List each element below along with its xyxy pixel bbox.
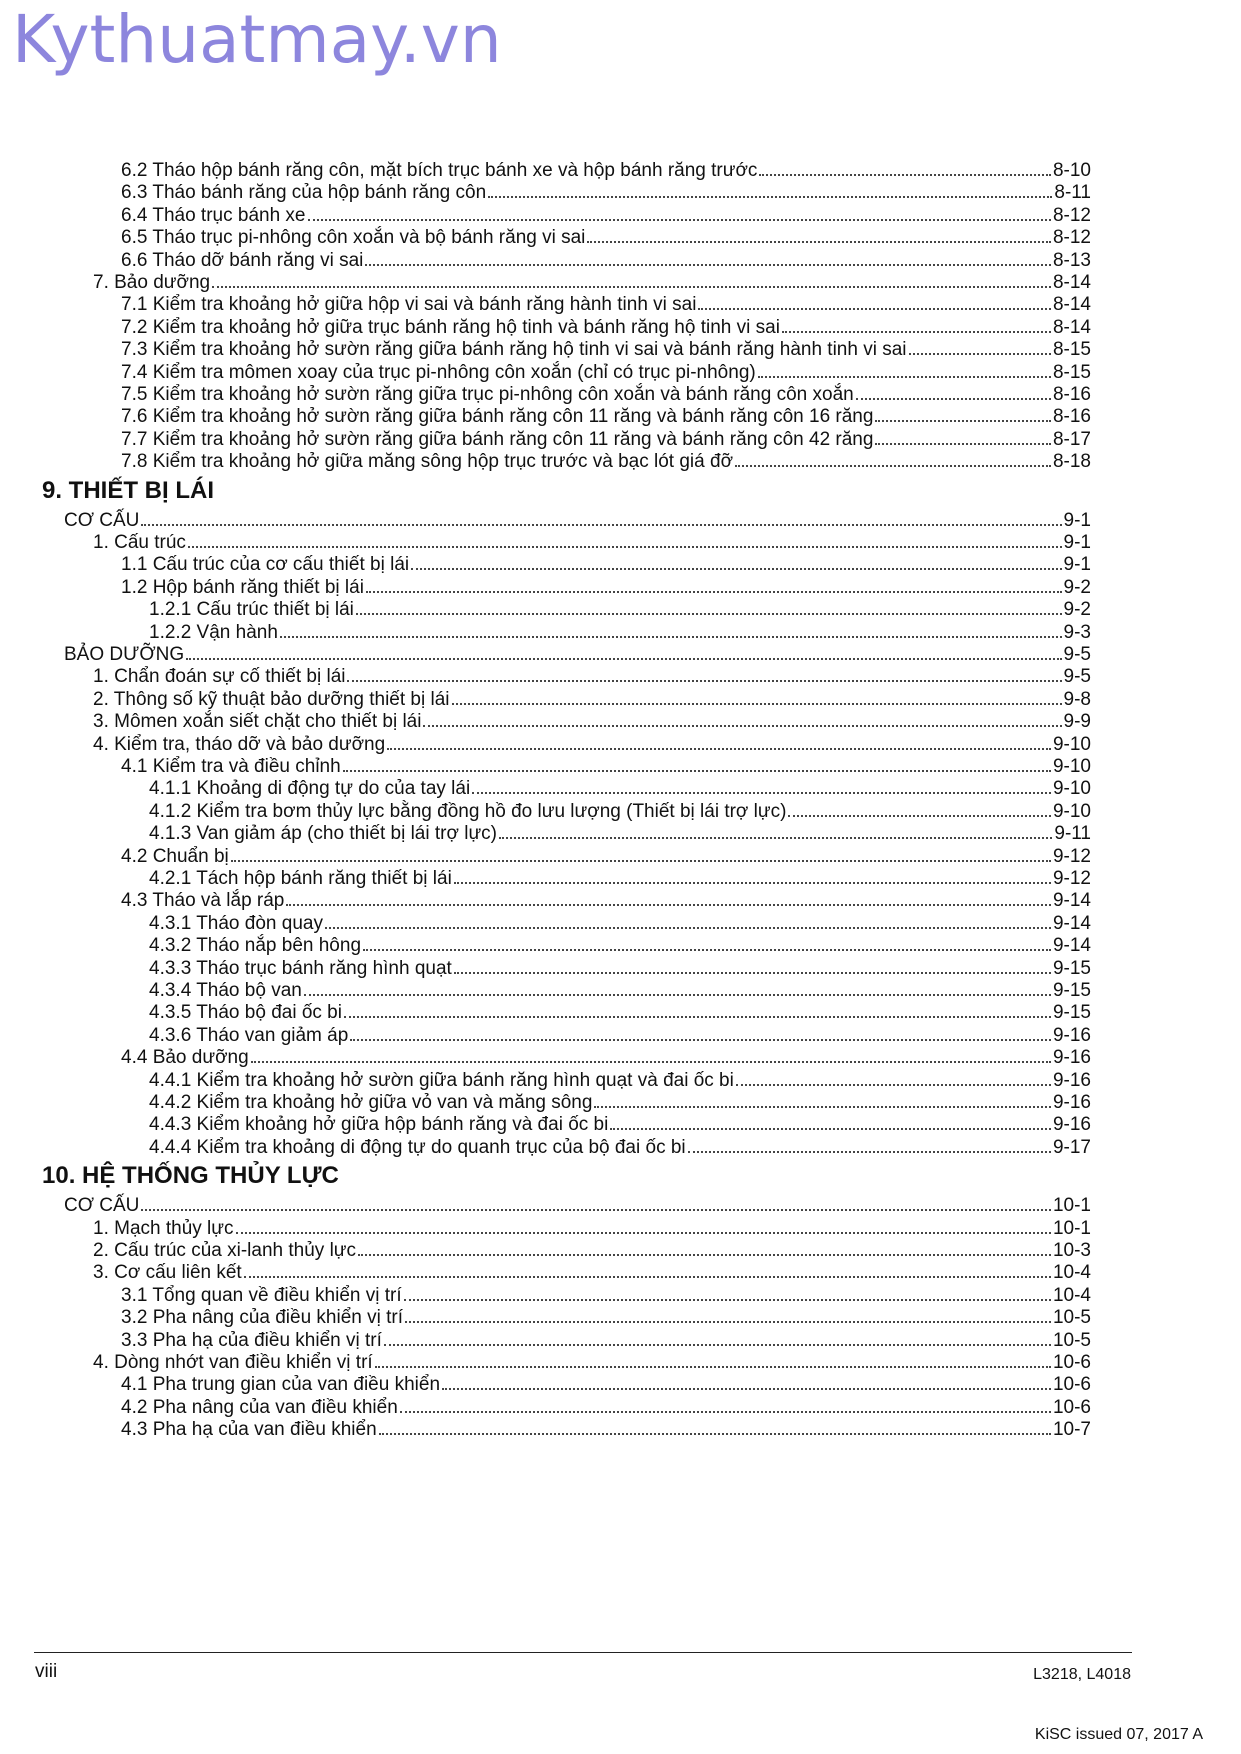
dot-leader <box>344 1016 1051 1018</box>
toc-entry <box>93 664 1091 689</box>
dot-leader <box>405 1321 1051 1323</box>
toc-entry <box>149 799 1091 824</box>
toc-entry <box>121 158 1091 183</box>
dot-leader <box>280 636 1062 638</box>
toc-entry <box>93 1238 1091 1263</box>
dot-leader <box>758 376 1051 378</box>
toc-entry-title: 4.3.6 Tháo van giảm áp <box>149 1024 349 1046</box>
dot-leader <box>472 792 1051 794</box>
toc-entry <box>121 292 1091 317</box>
toc-entry-page: 10-5 <box>1052 1307 1091 1329</box>
toc-entry <box>149 1112 1091 1137</box>
toc-entry-page: 8-10 <box>1052 160 1091 181</box>
toc-entry <box>121 427 1091 452</box>
toc-entry-title: 1.1 Cấu trúc của cơ cấu thiết bị lái <box>121 554 410 576</box>
toc-entry-page: 9-12 <box>1052 868 1091 889</box>
dot-leader <box>251 1061 1051 1063</box>
toc-entry-title: 4.4.4 Kiểm tra khoảng di động tự do quanh trục của bộ đai ốc bi <box>149 1136 686 1158</box>
toc-entry <box>121 575 1091 600</box>
toc-entry-title: 7.8 Kiểm tra khoảng hở giữa măng sông hộp trục trước và bạc lót giá đỡ <box>121 451 734 473</box>
toc-entry-page: 9-10 <box>1052 778 1091 800</box>
toc-entry-title: 6.3 Tháo bánh răng của hộp bánh răng côn <box>121 182 487 204</box>
toc-entry <box>149 1068 1091 1093</box>
toc-entry <box>149 597 1091 622</box>
toc-entry-page: 9-16 <box>1052 1024 1091 1046</box>
toc-entry-page: 9-5 <box>1063 666 1091 688</box>
toc-entry-title: 1. Mạch thủy lực <box>93 1217 234 1239</box>
toc-entry-title: 7.7 Kiểm tra khoảng hở sườn răng giữa bánh răng côn 11 răng và bánh răng côn 42 răng <box>121 428 874 450</box>
toc-entry-title: 7.2 Kiểm tra khoảng hở giữa trục bánh răng hộ tinh và bánh răng hộ tinh vi sai <box>121 316 780 338</box>
toc-entry-page: 9-16 <box>1052 1069 1091 1091</box>
toc-entry <box>121 754 1091 779</box>
toc-entry-title: 6.2 Tháo hộp bánh răng côn, mặt bích trục bánh xe và hộp bánh răng trước <box>121 160 758 181</box>
toc-entry-title: 4.4.2 Kiểm tra khoảng hở giữa vỏ van và măng sông <box>149 1092 593 1113</box>
dot-leader <box>411 568 1061 570</box>
toc-entry-page: 9-2 <box>1063 576 1091 598</box>
toc-entry-title: 4.2 Chuẩn bị <box>121 845 229 867</box>
toc-entry <box>121 1372 1091 1397</box>
toc-entry-title: 1.2 Hộp bánh răng thiết bị lái <box>121 576 364 598</box>
toc-entry <box>149 956 1091 981</box>
toc-entry-title: CƠ CẤU <box>64 1195 140 1217</box>
toc-entry <box>93 1216 1091 1241</box>
toc-entry <box>121 1045 1091 1070</box>
toc-entry-page: 10-4 <box>1052 1284 1091 1306</box>
toc-entry <box>64 508 1091 533</box>
toc-entry-page: 10-6 <box>1052 1396 1091 1418</box>
toc-entry <box>93 1260 1091 1285</box>
toc-entry-title: 7.6 Kiểm tra khoảng hở sườn răng giữa bánh răng côn 11 răng và bánh răng côn 16 răng <box>121 406 874 428</box>
toc-entry-title: 3.2 Pha nâng của điều khiển vị trí <box>121 1307 404 1329</box>
toc-entry <box>149 866 1091 891</box>
toc-entry-page: 9-10 <box>1052 756 1091 777</box>
toc-entry-title: 6.6 Tháo dỡ bánh răng vi sai <box>121 249 364 271</box>
toc-entry-page: 10-7 <box>1052 1419 1091 1441</box>
toc-entry-title: 4.3.1 Tháo đòn quay <box>149 912 323 934</box>
toc-entry-page: 9-5 <box>1063 644 1091 665</box>
toc-entry <box>121 382 1091 407</box>
dot-leader <box>404 1299 1051 1301</box>
toc-entry <box>121 248 1091 273</box>
toc-entry <box>93 1350 1091 1375</box>
dot-leader <box>759 174 1051 176</box>
dot-leader <box>231 860 1051 862</box>
dot-leader <box>875 420 1051 422</box>
toc-entry-title: 6.5 Tháo trục pi-nhông côn xoắn và bộ bánh răng vi sai <box>121 227 586 249</box>
toc-entry-title: 4.1.3 Van giảm áp (cho thiết bị lái trợ lực) <box>149 823 497 845</box>
dot-leader <box>909 353 1051 355</box>
toc-entry <box>93 530 1091 555</box>
dot-leader <box>379 1433 1051 1435</box>
toc-entry <box>121 337 1091 362</box>
toc-entry-page: 8-11 <box>1054 182 1091 204</box>
toc-entry <box>149 1090 1091 1115</box>
toc-entry-page: 9-1 <box>1063 554 1091 576</box>
toc-entry-page: 9-16 <box>1052 1114 1091 1136</box>
dot-leader <box>587 241 1051 243</box>
dot-leader <box>358 1254 1051 1256</box>
toc-entry <box>121 888 1091 913</box>
dot-leader <box>594 1106 1051 1108</box>
dot-leader <box>366 591 1062 593</box>
toc-entry <box>93 270 1091 295</box>
dot-leader <box>454 972 1051 974</box>
toc-entry-page: 9-14 <box>1052 935 1091 957</box>
issue-label: KiSC issued 07, 2017 A <box>1034 1726 1203 1743</box>
dot-leader <box>499 837 1052 839</box>
dot-leader <box>141 1209 1051 1211</box>
dot-leader <box>347 680 1061 682</box>
toc-entry-page: 8-15 <box>1052 339 1091 361</box>
toc-entry-title: 7.3 Kiểm tra khoảng hở sườn răng giữa bánh răng hộ tinh vi sai và bánh răng hành tinh vi sai <box>121 339 907 361</box>
page-number: viii <box>35 1661 58 1682</box>
toc-entry-title: 4.1 Kiểm tra và điều chỉnh <box>121 756 341 777</box>
toc-entry-page: 9-14 <box>1052 890 1091 912</box>
toc-entry-title: 4.3.3 Tháo trục bánh răng hình quạt <box>149 957 452 979</box>
toc-entry-title: 4.2.1 Tách hộp bánh răng thiết bị lái <box>149 868 452 889</box>
dot-leader <box>350 1039 1051 1041</box>
toc-entry <box>149 978 1091 1003</box>
dot-leader <box>188 546 1062 548</box>
toc-entry-page: 8-12 <box>1052 204 1091 226</box>
toc-entry <box>121 203 1091 228</box>
toc-entry-title: 3. Mômen xoắn siết chặt cho thiết bị lái <box>93 711 422 733</box>
dot-leader <box>423 725 1061 727</box>
toc-entry-title: 7.1 Kiểm tra khoảng hở giữa hộp vi sai và bánh răng hành tinh vi sai <box>121 294 697 316</box>
toc-entry-page: 9-8 <box>1063 688 1091 710</box>
toc-entry <box>121 404 1091 429</box>
dot-leader <box>782 331 1051 333</box>
toc-entry-page: 10-1 <box>1052 1195 1091 1217</box>
toc-entry <box>121 225 1091 250</box>
dot-leader <box>856 398 1051 400</box>
toc-entry-page: 8-14 <box>1052 272 1091 293</box>
toc-entry <box>149 933 1091 958</box>
toc-entry-page: 9-16 <box>1052 1092 1091 1113</box>
toc-entry <box>121 180 1091 205</box>
toc-entry-title: 4.3 Pha hạ của van điều khiển <box>121 1419 377 1441</box>
toc-entry <box>121 1417 1091 1442</box>
toc-entry-page: 8-16 <box>1052 384 1091 405</box>
toc-entry-page: 9-17 <box>1052 1136 1091 1158</box>
dot-leader <box>236 1232 1051 1234</box>
toc-entry-page: 9-15 <box>1052 957 1091 979</box>
toc-entry-page: 9-14 <box>1052 912 1091 934</box>
toc-entry <box>149 911 1091 936</box>
toc-entry <box>121 844 1091 869</box>
dot-leader <box>736 1084 1051 1086</box>
toc-entry-title: 4.3.4 Tháo bộ van <box>149 980 302 1001</box>
toc-entry-title: CƠ CẤU <box>64 509 140 531</box>
toc-entry-title: 7.5 Kiểm tra khoảng hở sườn răng giữa trục pi-nhông côn xoắn và bánh răng côn xoắn <box>121 384 854 405</box>
toc-entry <box>121 1305 1091 1330</box>
toc-entry-page: 10-6 <box>1052 1352 1091 1373</box>
toc-entry-page: 8-16 <box>1052 406 1091 428</box>
toc-entry-title: 3.3 Pha hạ của điều khiển vị trí <box>121 1329 382 1351</box>
toc-entry-page: 9-15 <box>1052 1002 1091 1024</box>
toc-entry-page: 8-13 <box>1052 249 1091 271</box>
toc-entry-title: 4.4.1 Kiểm tra khoảng hở sườn giữa bánh răng hình quạt và đai ốc bi <box>149 1069 734 1091</box>
toc-entry-title: 4.3.2 Tháo nắp bên hông <box>149 935 362 957</box>
toc-entry-page: 9-15 <box>1052 980 1091 1001</box>
toc-entry <box>149 1135 1091 1160</box>
toc-entry <box>121 552 1091 577</box>
dot-leader <box>875 443 1051 445</box>
toc-entry <box>64 1193 1091 1218</box>
toc-entry-title: 4.4.3 Kiểm khoảng hở giữa hộp bánh răng và đai ốc bi <box>149 1114 609 1136</box>
toc-entry <box>149 776 1091 801</box>
dot-leader <box>212 286 1051 288</box>
dot-leader <box>308 219 1051 221</box>
toc-entry <box>149 1000 1091 1025</box>
section-heading: 10. HỆ THỐNG THỦY LỰC <box>42 1162 339 1190</box>
toc-entry-title: 3. Cơ cấu liên kết <box>93 1262 242 1284</box>
dot-leader <box>788 815 1051 817</box>
toc-entry-page: 9-1 <box>1063 532 1091 553</box>
footer-divider <box>34 1652 1132 1653</box>
toc-entry-title: 1. Chẩn đoán sự cố thiết bị lái <box>93 666 346 688</box>
dot-leader <box>387 748 1051 750</box>
toc-entry <box>121 1395 1091 1420</box>
toc-entry-title: 4.4 Bảo dưỡng <box>121 1047 249 1069</box>
toc-entry-page: 8-14 <box>1052 294 1091 316</box>
toc-entry-title: 4.1.2 Kiểm tra bơm thủy lực bằng đồng hồ đo lưu lượng (Thiết bị lái trợ lực) <box>149 800 787 822</box>
toc-entry-title: 1. Cấu trúc <box>93 532 186 553</box>
dot-leader <box>375 1366 1051 1368</box>
dot-leader <box>356 613 1062 615</box>
dot-leader <box>400 1411 1051 1413</box>
toc-entry <box>121 360 1091 385</box>
toc-entry <box>121 449 1091 474</box>
toc-entry <box>149 620 1091 645</box>
dot-leader <box>244 1276 1051 1278</box>
toc-entry-page: 9-9 <box>1063 711 1091 733</box>
dot-leader <box>186 658 1061 660</box>
dot-leader <box>442 1388 1051 1390</box>
dot-leader <box>454 882 1051 884</box>
toc-entry-page: 9-2 <box>1063 599 1091 621</box>
toc-entry-page: 10-3 <box>1052 1240 1091 1261</box>
dot-leader <box>365 264 1051 266</box>
dot-leader <box>698 308 1050 310</box>
toc-entry-title: 6.4 Tháo trục bánh xe <box>121 204 306 226</box>
model-label: L3218, L4018 <box>1033 1666 1131 1683</box>
toc-entry-page: 9-16 <box>1052 1047 1091 1069</box>
toc-entry <box>121 1328 1091 1353</box>
toc-entry-page: 10-5 <box>1052 1329 1091 1351</box>
toc-entry-title: 4.2 Pha nâng của van điều khiển <box>121 1396 398 1418</box>
dot-leader <box>343 770 1051 772</box>
toc-entry-title: 2. Thông số kỹ thuật bảo dưỡng thiết bị lái <box>93 688 450 710</box>
dot-leader <box>363 949 1051 951</box>
toc-entry-page: 8-12 <box>1052 227 1091 249</box>
toc-entry <box>121 315 1091 340</box>
toc-entry-title: 7. Bảo dưỡng <box>93 272 211 293</box>
toc-entry <box>149 1023 1091 1048</box>
toc-entry <box>93 732 1091 757</box>
dot-leader <box>304 994 1051 996</box>
toc-entry-page: 9-11 <box>1054 823 1091 845</box>
toc-entry-page: 8-18 <box>1052 451 1091 473</box>
dot-leader <box>688 1151 1051 1153</box>
toc-entry <box>64 642 1091 667</box>
dot-leader <box>452 703 1062 705</box>
toc-entry <box>93 687 1091 712</box>
dot-leader <box>384 1344 1051 1346</box>
toc-entry-title: 7.4 Kiểm tra mômen xoay của trục pi-nhông côn xoắn (chỉ có trục pi-nhông) <box>121 361 756 383</box>
toc-entry-page: 8-14 <box>1052 316 1091 338</box>
dot-leader <box>286 904 1051 906</box>
toc-entry-title: 4.3 Tháo và lắp ráp <box>121 890 285 912</box>
toc-entry-page: 9-3 <box>1063 621 1091 643</box>
toc-entry-title: 4.3.5 Tháo bộ đai ốc bi <box>149 1002 342 1024</box>
dot-leader <box>141 524 1061 526</box>
toc-entry-page: 9-10 <box>1052 733 1091 755</box>
toc-entry-title: BẢO DƯỠNG <box>64 644 185 665</box>
toc-entry-page: 10-4 <box>1052 1262 1091 1284</box>
toc-entry <box>121 1283 1091 1308</box>
toc-entry-title: 1.2.2 Vận hành <box>149 621 278 643</box>
toc-entry-page: 8-15 <box>1052 361 1091 383</box>
toc-entry <box>93 709 1091 734</box>
toc-entry <box>149 821 1091 846</box>
toc-entry-title: 1.2.1 Cấu trúc thiết bị lái <box>149 599 354 621</box>
toc-entry-page: 9-10 <box>1052 800 1091 822</box>
watermark-text: Kythuatmay.vn <box>12 1 502 78</box>
dot-leader <box>325 927 1051 929</box>
toc-entry-title: 3.1 Tổng quan về điều khiển vị trí <box>121 1284 402 1306</box>
toc-entry-title: 4.1.1 Khoảng di động tự do của tay lái <box>149 778 471 800</box>
toc-entry-title: 2. Cấu trúc của xi-lanh thủy lực <box>93 1240 357 1261</box>
toc-entry-title: 4.1 Pha trung gian của van điều khiển <box>121 1374 441 1396</box>
section-heading: 9. THIẾT BỊ LÁI <box>42 476 215 504</box>
toc-entry-page: 9-1 <box>1063 509 1091 531</box>
dot-leader <box>488 196 1052 198</box>
toc-entry-title: 4. Dòng nhớt van điều khiển vị trí <box>93 1352 373 1373</box>
toc-entry-page: 8-17 <box>1052 428 1091 450</box>
dot-leader <box>735 465 1051 467</box>
toc-entry-page: 10-6 <box>1052 1374 1091 1396</box>
dot-leader <box>610 1128 1051 1130</box>
toc-entry-page: 9-12 <box>1052 845 1091 867</box>
toc-entry-title: 4. Kiểm tra, tháo dỡ và bảo dưỡng <box>93 733 386 755</box>
toc-entry-page: 10-1 <box>1052 1217 1091 1239</box>
